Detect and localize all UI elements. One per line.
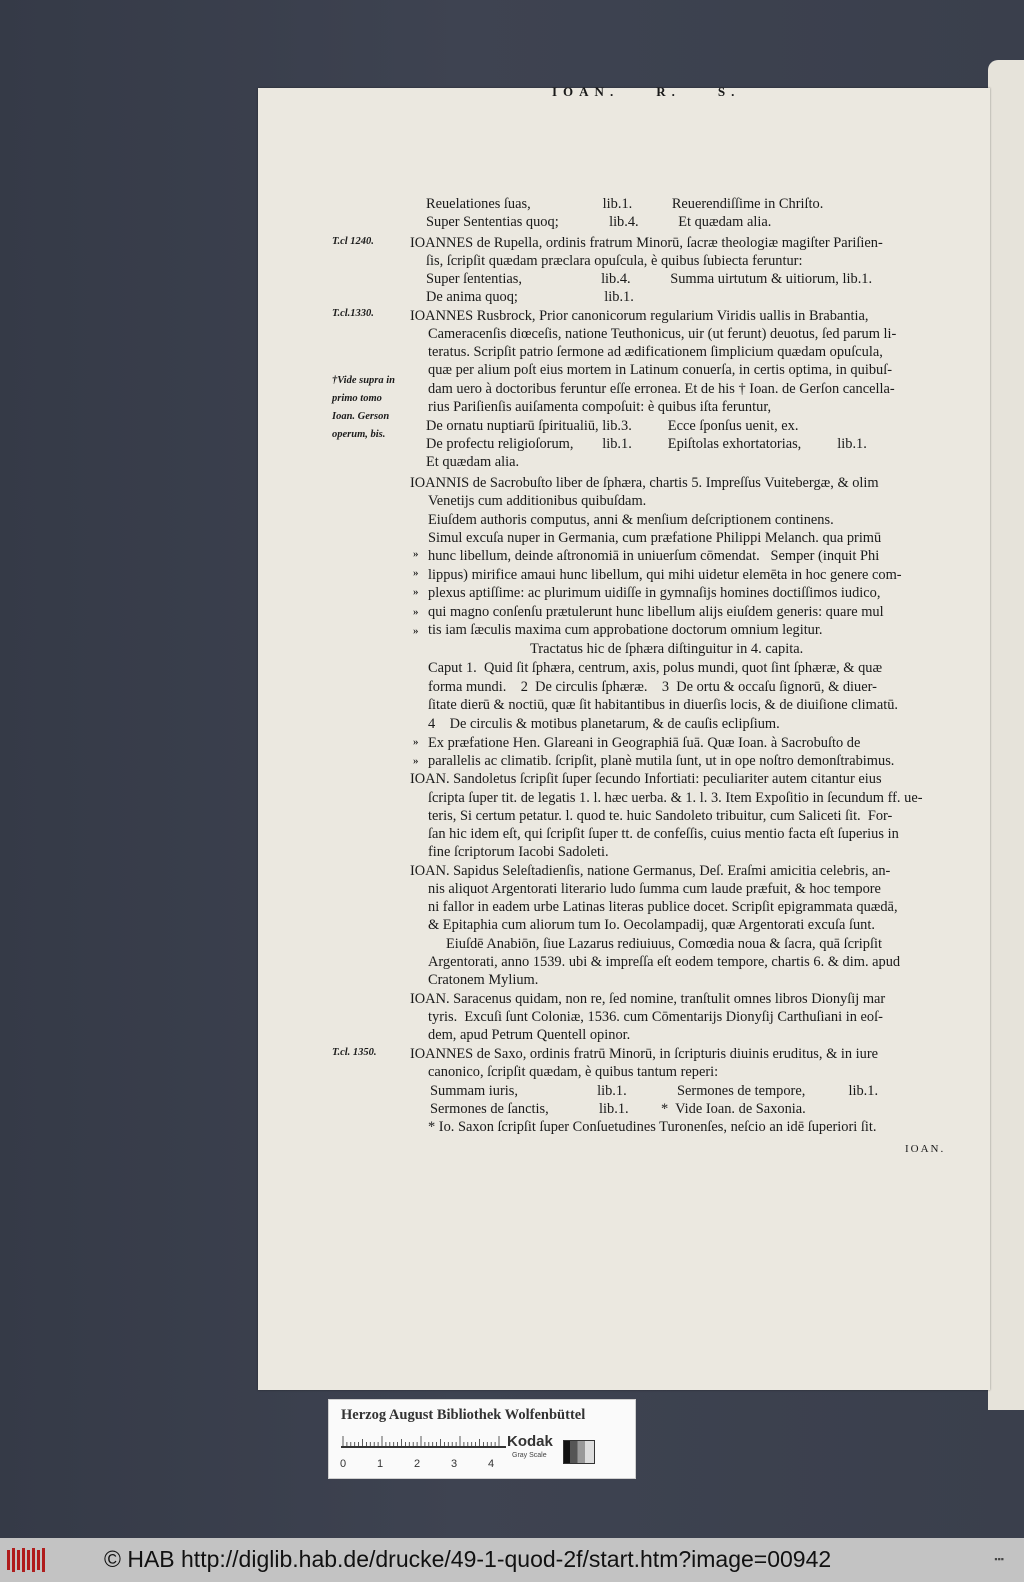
margin-note-vide: †Vide supra in primo tomo Ioan. Gerson operum, bis.	[332, 375, 396, 440]
text-line: plexus aptiſſime: ac plurimum uidiſſe in gymnaſijs homines doctiſſimos iudico,	[428, 585, 881, 601]
text-line: IOANNES Rusbrock, Prior canonicorum regularium Viridis uallis in Brabantia,	[410, 308, 869, 324]
text-line: Reuelationes ſuas, lib.1. Reuerendiſſime in Chriſto.	[426, 196, 824, 212]
text-line: Venetijs cum additionibus quibuſdam.	[428, 493, 647, 509]
text-line: Super ſententias, lib.4. Summa uirtutum & uitiorum, lib.1.	[426, 271, 873, 287]
text-line: Ex præfatione Hen. Glareani in Geographiā ſuā. Quæ Ioan. à Sacrobuſto de	[428, 735, 861, 751]
text-line: IOAN. Sapidus Seleſtadienſis, natione Germanus, Deſ. Eraſmi amicitia celebris, an-	[410, 863, 891, 879]
text-line: Eiuſdem authoris computus, anni & menſium deſcriptionem continens.	[428, 512, 834, 528]
text-line: teris, Si certum petatur. l. quod te. huic Sandoleto tribuitur, cum Saliceti ſit. For-	[428, 808, 893, 824]
gray-swatch-icon	[563, 1440, 595, 1464]
footer-bar	[0, 1538, 1024, 1582]
text-line: Simul excuſa nuper in Germania, cum præfatione Philippi Melanch. qua primū	[428, 530, 882, 546]
text-line: De profectu religioſorum, lib.1. Epiſtolas exhortatorias, lib.1.	[426, 436, 867, 452]
color-calibration-card	[328, 1399, 636, 1479]
text-line: parallelis ac climatib. ſcripſit, planè mutila ſunt, ut in ope noſtro demonſtrabimus.	[428, 753, 895, 769]
text-line: ſitate dierū & noctiū, quæ ſit habitantibus in diuerſis locis, & de diuiſione climatū.	[428, 697, 899, 713]
text-line: 4 De circulis & motibus planetarum, & de cauſis eclipſium.	[428, 716, 780, 732]
text-line: dam uero à doctoribus feruntur eſſe erronea. Et de his † Ioan. de Gerſon cancella-	[428, 381, 895, 397]
text-line: Cameracenſis diœceſis, natione Teuthonicus, uir (ut ferunt) deuotus, ſed parum li-	[428, 326, 897, 342]
ruler-number: 3	[451, 1458, 458, 1470]
text-line: Et quædam alia.	[426, 454, 520, 470]
text-line: IOANNES de Saxo, ordinis fratrū Minorū, in ſcripturis diuinis eruditus, & in iure	[410, 1046, 879, 1062]
kodak-label: Kodak	[507, 1433, 553, 1450]
ruler-icon	[341, 1434, 506, 1456]
text-line: lippus) mirifice amaui hunc libellum, qui mihi uidetur elemēta in hoc genere com-	[428, 567, 902, 583]
margin-note-year: T.cl.1330.	[332, 308, 374, 319]
text-line: canonico, ſcripſit quædam, è quibus tantum reperi:	[428, 1064, 719, 1080]
text-line: ni fallor in eadem urbe Latinas literas publice docet. Scripſit epigrammata quædā,	[428, 899, 898, 915]
text-line: qui magno conſenſu prætulerunt hunc libellum alijs eiuſdem generis: quare mul	[428, 604, 884, 620]
catchword: IOAN.	[905, 1143, 946, 1155]
text-line: rius Pariſienſis auiſamenta compoſuit: è quibus iſta feruntur,	[428, 399, 772, 415]
margin-note-year: T.cl. 1350.	[332, 1047, 377, 1058]
ruler-number: 2	[414, 1458, 421, 1470]
text-line: ſcripta ſuper tit. de legatis 1. l. hæc uerba. & 1. l. 3. Item Expoſitio in ſecundum ff. ue-	[428, 790, 923, 806]
text-line: De ornatu nuptiarū ſpiritualiū, lib.3. Ecce ſponſus uenit, ex.	[426, 418, 799, 434]
text-line: De anima quoq; lib.1.	[426, 289, 634, 305]
running-head: IOAN. R. S.	[552, 84, 741, 99]
text-line: forma mundi. 2 De circulis ſphæræ. 3 De ortu & occaſu ſignorū, & diuer-	[428, 679, 877, 695]
text-line: IOANNES de Rupella, ordinis fratrum Minorū, ſacræ theologiæ magiſter Pariſien-	[410, 235, 883, 251]
ruler-number: 1	[377, 1458, 384, 1470]
text-line: Summam iuris, lib.1. Sermones de tempore, lib.1.	[430, 1083, 879, 1099]
margin-note-year: T.cl 1240.	[332, 236, 374, 247]
footer-mark: ▪▪▪	[994, 1554, 1004, 1564]
hab-logo-icon	[6, 1546, 46, 1574]
text-line: tyris. Excuſi ſunt Coloniæ, 1536. cum Cōmentarijs Dionyſij Carthuſiani in eoſ-	[428, 1009, 883, 1025]
gray-scale-label: Gray Scale	[512, 1452, 547, 1459]
text-line: IOAN. Saracenus quidam, non re, ſed nomine, tranſtulit omnes libros Dionyſij mar	[410, 991, 886, 1007]
text-line: quæ per alium poſt eius mortem in Latinum conuerſa, in certis optima, in quibuſ-	[428, 362, 893, 378]
ruler-number: 0	[340, 1458, 347, 1470]
text-line: hunc libellum, deinde aſtronomiā in uniuerſum cōmendat. Semper (inquit Phi	[428, 548, 880, 564]
text-line: IOANNIS de Sacrobuſto liber de ſphæra, chartis 5. Impreſſus Vuitebergæ, & olim	[410, 475, 879, 491]
adjacent-page-edge	[988, 60, 1024, 1410]
text-line: nis aliquot Argentorati literario ludo ſumma cum laude præfuit, & hoc tempore	[428, 881, 881, 897]
text-line: Eiuſdē Anabiōn, ſiue Lazarus rediuiuus, Comœdia noua & ſacra, quā ſcripſit	[446, 936, 882, 952]
text-line: IOAN. Sandoletus ſcripſit ſuper ſecundo Infortiati: peculiariter autem citantur eius	[410, 771, 882, 787]
text-line: ſis, ſcripſit quædam præclara opuſcula, è quibus ſubiecta feruntur:	[426, 253, 803, 269]
text-line: Super Sententias quoq; lib.4. Et quædam alia.	[426, 214, 772, 230]
text-line: Argentorati, anno 1539. ubi & impreſſa eſt eodem tempore, chartis 6. & dim. apud	[428, 954, 901, 970]
text-line: ſan hic idem eſt, qui ſcripſit ſuper tt. de confeſſis, cuius mentio facta eſt ſuperius in	[428, 826, 899, 842]
text-line: tis iam ſæculis maxima cum approbatione doctorum omnium legitur.	[428, 622, 823, 638]
quotation-marks: » » » » »	[413, 548, 419, 637]
quotation-marks: » »	[413, 736, 419, 768]
text-line: * Io. Saxon ſcripſit ſuper Conſuetudines Turonenſes, neſcio an idē ſuperiori ſit.	[428, 1119, 877, 1135]
text-line: & Epitaphia cum aliorum tum Io. Oecolampadij, quæ Argentorati excuſa ſunt.	[428, 917, 875, 933]
card-title: Herzog August Bibliothek Wolfenbüttel	[341, 1407, 586, 1423]
text-line: dem, apud Petrum Quentell opinor.	[428, 1027, 631, 1043]
text-line: Tractatus hic de ſphæra diſtinguitur in 4. capita.	[530, 641, 804, 657]
text-line: Cratonem Mylium.	[428, 972, 539, 988]
text-line: Sermones de ſanctis, lib.1. * Vide Ioan. de Saxonia.	[430, 1101, 806, 1117]
copyright-url[interactable]: © HAB http://diglib.hab.de/drucke/49-1-quod-2f/start.htm?image=00942	[104, 1546, 832, 1572]
text-line: Caput 1. Quid ſit ſphæra, centrum, axis, polus mundi, quot ſint ſphæræ, & quæ	[428, 660, 883, 676]
text-line: fine ſcriptorum Iacobi Sadoleti.	[428, 844, 609, 860]
text-line: teratus. Scripſit patrio ſermone ad ædificationem ſimplicium quædam opuſcula,	[428, 344, 883, 360]
ruler-number: 4	[488, 1458, 495, 1470]
